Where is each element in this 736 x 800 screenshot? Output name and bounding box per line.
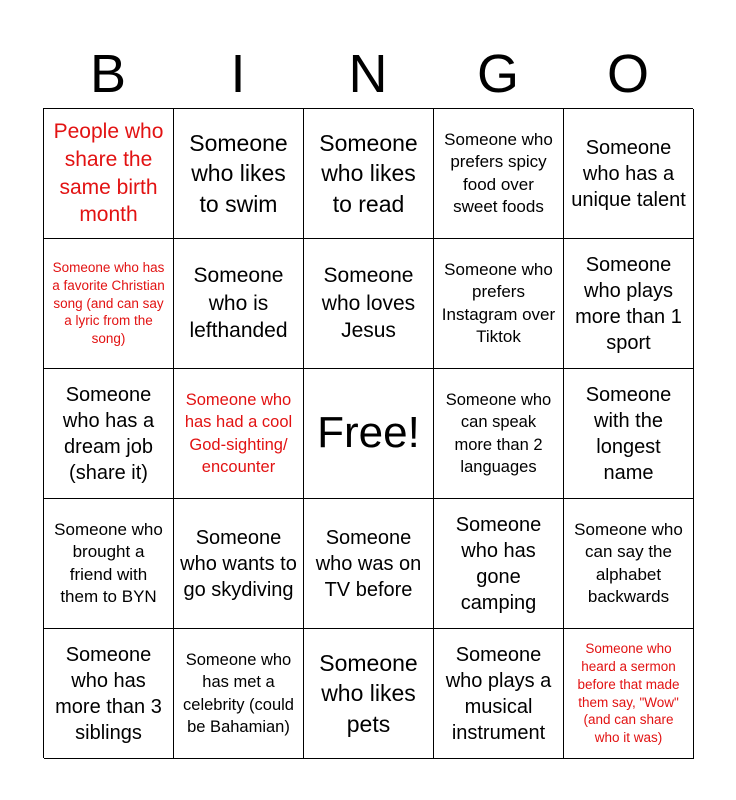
bingo-cell-text: Someone who has a dream job (share it) (62, 383, 155, 484)
bingo-cell[interactable] (434, 499, 564, 629)
bingo-cell-text: People who share the same birth month (53, 120, 164, 227)
bingo-cell-text: Someone who wants to go skydiving (180, 526, 297, 601)
free-space-cell[interactable] (304, 369, 434, 499)
bingo-cell[interactable] (564, 239, 694, 369)
bingo-cell[interactable] (434, 369, 564, 499)
bingo-cell-text: Someone who brought a friend with them to BYN (54, 520, 163, 606)
bingo-cell[interactable] (44, 629, 174, 759)
bingo-cell-text: Someone who prefers spicy food over sweet foods (444, 130, 553, 216)
header-letter-b: B (89, 44, 127, 104)
bingo-cell[interactable] (304, 629, 434, 759)
bingo-cell-text: Someone who prefers Instagram over Tiktok (441, 260, 556, 346)
bingo-cell[interactable] (174, 629, 304, 759)
bingo-cell-text: Someone who has had a cool God-sighting/ encounter (184, 390, 293, 476)
bingo-cell-text: Someone with the longest name (585, 383, 672, 484)
bingo-cell[interactable] (174, 109, 304, 239)
bingo-cell[interactable] (174, 369, 304, 499)
bingo-cell-text: Someone who can say the alphabet backwards (574, 520, 683, 606)
bingo-cell[interactable] (304, 109, 434, 239)
bingo-cell[interactable] (304, 239, 434, 369)
bingo-cell[interactable] (304, 499, 434, 629)
bingo-cell[interactable] (44, 369, 174, 499)
header-letter-g: G (476, 44, 519, 104)
header-letter-o: O (606, 44, 649, 104)
bingo-cell-text: Someone who was on TV before (315, 526, 422, 601)
bingo-grid (43, 108, 693, 758)
bingo-cell-text: Someone who likes to read (319, 129, 418, 217)
bingo-cell[interactable] (434, 629, 564, 759)
bingo-cell[interactable] (174, 499, 304, 629)
bingo-cell[interactable] (564, 629, 694, 759)
bingo-cell-text: Someone who likes pets (319, 649, 418, 737)
bingo-cell-text: Someone who likes to swim (189, 129, 288, 217)
bingo-cell[interactable] (44, 499, 174, 629)
bingo-cell[interactable] (564, 109, 694, 239)
bingo-cell[interactable] (434, 109, 564, 239)
bingo-cell-text: Someone who plays more than 1 sport (575, 253, 682, 354)
bingo-cell-text: Someone who loves Jesus (321, 263, 416, 343)
bingo-cell-text: Someone who has a favorite Christian song (and can say a lyric from the song) (52, 259, 165, 347)
bingo-cell-text: Someone who has a unique talent (571, 136, 686, 211)
header-letter-n: N (348, 44, 388, 104)
free-space-text: Free! (317, 408, 420, 458)
bingo-cell-text: Someone who plays a musical instrument (445, 643, 552, 744)
bingo-cell[interactable] (44, 239, 174, 369)
bingo-cell-text: Someone who can speak more than 2 languages (445, 390, 552, 476)
bingo-cell-text: Someone who has more than 3 siblings (55, 643, 162, 744)
bingo-cell[interactable] (564, 499, 694, 629)
header-letter-i: I (230, 44, 246, 104)
bingo-cell-text: Someone who has gone camping (455, 513, 542, 614)
bingo-cell-text: Someone who has met a celebrity (could be Bahamian) (183, 650, 294, 736)
bingo-cell-text: Someone who heard a sermon before that made them say, "Wow" (and can share who it was) (577, 640, 680, 746)
bingo-cell-text: Someone who is lefthanded (189, 263, 288, 343)
bingo-header (43, 40, 693, 108)
bingo-cell[interactable] (434, 239, 564, 369)
bingo-cell[interactable] (564, 369, 694, 499)
bingo-cell[interactable] (44, 109, 174, 239)
bingo-cell[interactable] (174, 239, 304, 369)
